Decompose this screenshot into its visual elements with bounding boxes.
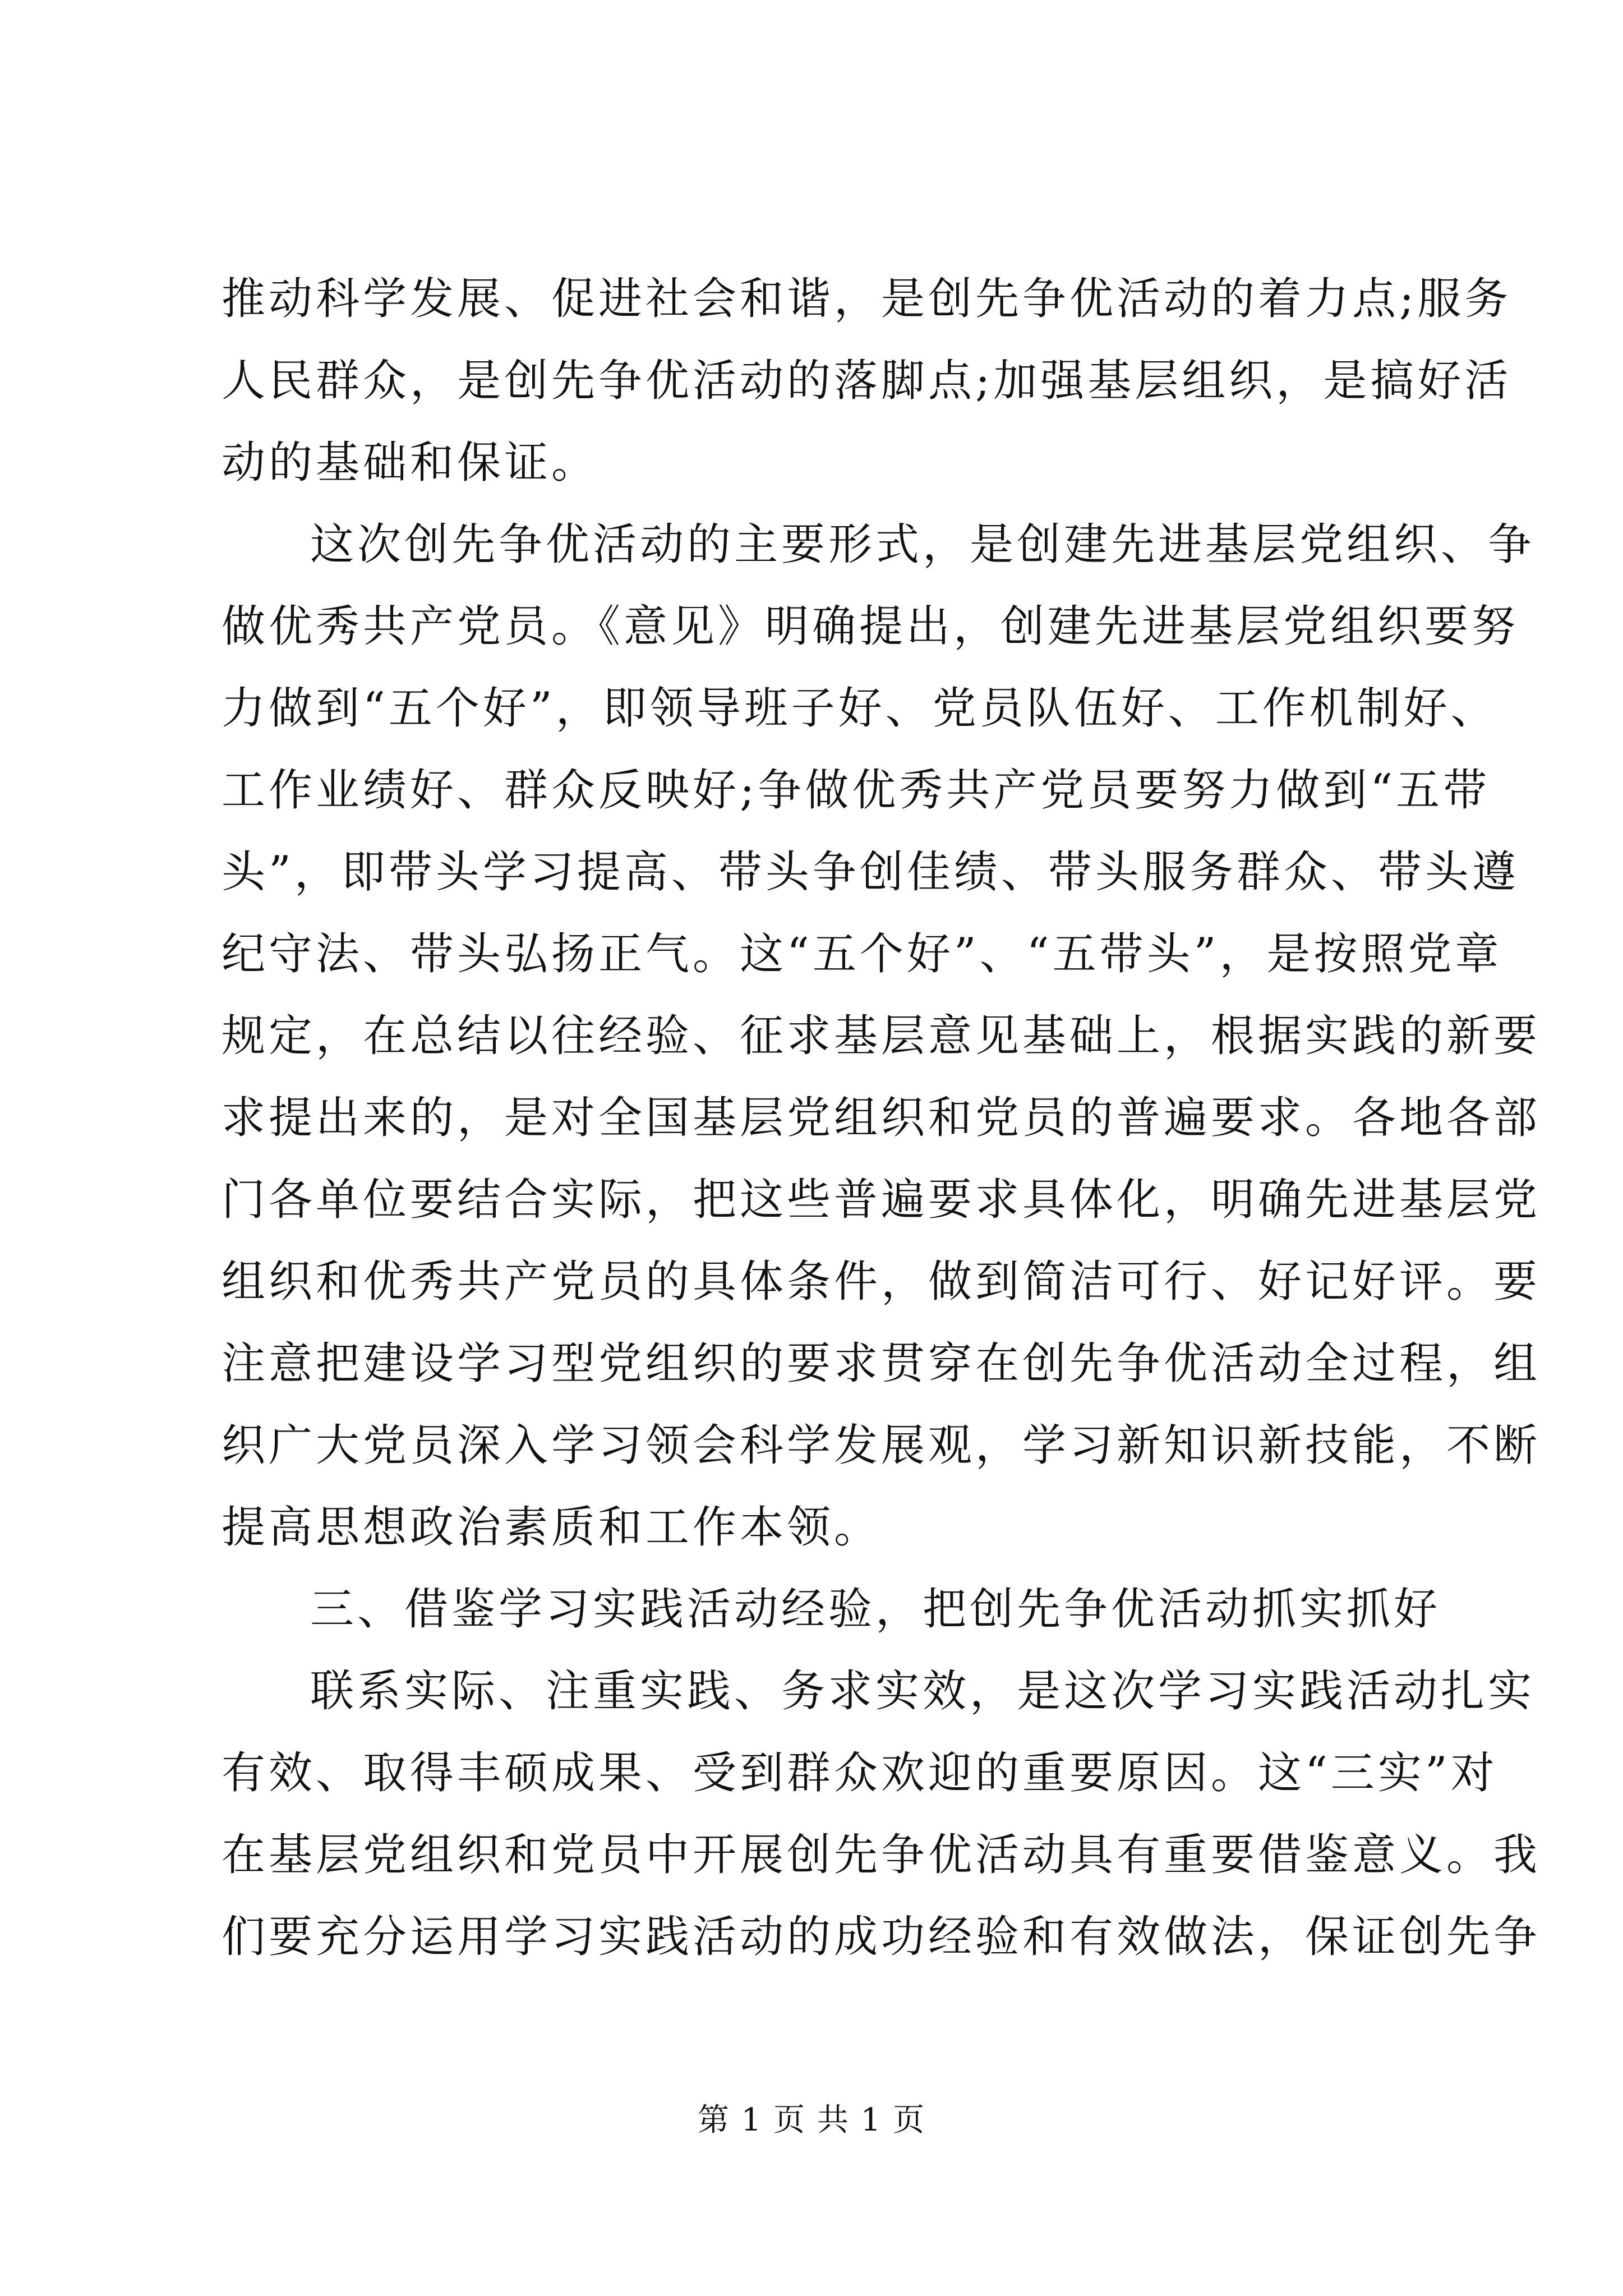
paragraph-line: 头”，即带头学习提高、带头争创佳绩、带头服务群众、带头遵	[222, 847, 1519, 898]
paragraph-line: 纪守法、带头弘扬正气。这“五个好”、“五带头”，是按照党章	[222, 929, 1502, 979]
paragraph-line: 力做到“五个好”，即领导班子好、党员队伍好、工作机制好、	[222, 683, 1498, 734]
paragraph-line: 求提出来的，是对全国基层党组织和党员的普遍要求。各地各部	[222, 1093, 1541, 1143]
paragraph-line: 织广大党员深入学习领会科学发展观，学习新知识新技能，不断	[222, 1420, 1541, 1471]
paragraph-line: 联系实际、注重实践、务求实效，是这次学习实践活动扎实	[310, 1666, 1536, 1717]
paragraph-line: 注意把建设学习型党组织的要求贯穿在创先争优活动全过程，组	[222, 1338, 1541, 1389]
paragraph-line: 工作业绩好、群众反映好;争做优秀共产党员要努力做到“五带	[222, 765, 1491, 816]
paragraph-line: 组织和优秀共产党员的具体条件，做到简洁可行、好记好评。要	[222, 1257, 1541, 1307]
paragraph-line: 做优秀共产党员。《意见》明确提出，创建先进基层党组织要努	[222, 601, 1519, 652]
paragraph-line: 规定，在总结以往经验、征求基层意见基础上，根据实践的新要	[222, 1011, 1541, 1061]
paragraph-line: 在基层党组织和党员中开展创先争优活动具有重要借鉴意义。我	[222, 1830, 1541, 1880]
document-body	[222, 258, 1541, 1978]
paragraph-line: 人民群众，是创先争优活动的落脚点;加强基层组织，是搞好活	[222, 356, 1512, 406]
paragraph-line: 门各单位要结合实际，把这些普遍要求具体化，明确先进基层党	[222, 1175, 1541, 1225]
paragraph-line: 这次创先争优活动的主要形式，是创建先进基层党组织、争	[310, 519, 1536, 570]
paragraph-line: 提高思想政治素质和工作本领。	[222, 1502, 882, 1553]
paragraph-line: 推动科学发展、促进社会和谐，是创先争优活动的着力点;服务	[222, 274, 1512, 324]
paragraph-line: 们要充分运用学习实践活动的成功经验和有效做法，保证创先争	[222, 1912, 1541, 1962]
page-number-footer: 第 1 页 共 1 页	[697, 2102, 926, 2138]
section-heading: 三、借鉴学习实践活动经验，把创先争优活动抓实抓好	[310, 1584, 1441, 1635]
paragraph-line: 有效、取得丰硕成果、受到群众欢迎的重要原因。这“三实”对	[222, 1748, 1498, 1798]
paragraph-line: 动的基础和保证。	[222, 438, 599, 488]
